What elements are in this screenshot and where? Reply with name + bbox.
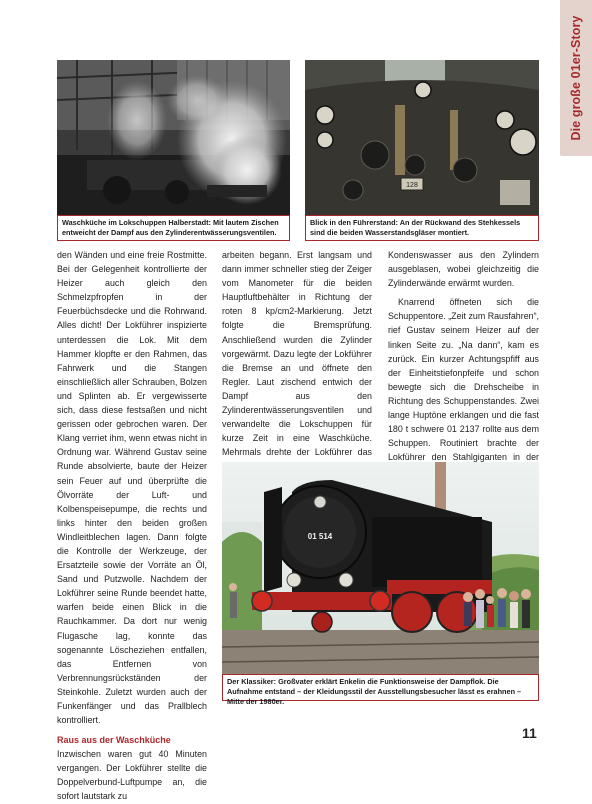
loco-number-plate: 01 514 xyxy=(307,532,333,541)
photo-wash-house xyxy=(57,60,290,215)
caption-cab: Blick in den Führerstand: An der Rückwand des Stehkessels sind die beiden Wasserstandsgläser montiert. xyxy=(305,215,539,241)
cab-image xyxy=(305,60,539,215)
caption-locomotive: Der Klassiker: Großvater erklärt Enkelin die Funktionsweise der Dampflok. Die Aufnahme entstand – der Kleidungsstil der Ausstellungsbesucher lässt es erahnen – Mitte der 1980er. xyxy=(222,674,539,701)
column-2-paragraph: arbeiten begann. Erst langsam und dann immer schneller stieg der Zeiger vom Manometer für die beiden Hauptluftbehälter in Richtung der roten 8 kp/cm2-Markierung. Jetzt folgte die Bremsprüfung. Anschließend wurden die Zylinder vorgewärmt. Dazu legte der Lokführer die Bremse an und öffnete den Regler. Laut zischend entwich der Dampf aus den Zylinderentwässerungsventilen und verwandelte die Lokschuppen für kurze Zeit in eine Waschküche. Mehrmals drehte der Lokführer das xyxy=(222,250,372,458)
wash-house-image xyxy=(57,60,290,215)
text-column-2 xyxy=(222,248,372,460)
photo-cab xyxy=(305,60,539,215)
column-1-paragraph-2: Inzwischen waren gut 40 Minuten vergangen. Der Lokführer stellte die Doppelverbund-Luftpumpe an, die sofort lautstark zu xyxy=(57,749,207,802)
column-1-paragraph: den Wänden und eine freie Rostmitte. Bei der Gelegenheit kontrollierte der Heizer auch gleich den Schmelzpfropfen in der Feuerbüchsdecke und die Rohrwand. Alles dicht! Der Lokführer inspizierte unterdessen die Lok. Mit dem Hammer klopfte er den Rahmen, das Fahrwerk und die Stangen einschließlich aller Schrauben, Bolzen und Splinten ab. Er vergewisserte sich, dass diese festsaßen und nicht gerissen oder gebrochen waren. Der Klang verriet ihm, wenn etwas nicht in Ordnung war. Während Gustav seine Runde absolvierte, baute der Heizer sein Feuer auf und überprüfte die Ölvorräte der Luft- und Kolbenspeisepumpe, die rechts und links hinter den beiden großen Windleitblechen lagen. Dann folgte die Kontrolle der Werkzeuge, der Ersatzteile sowie der Vorräte an Öl, Sand und Putzwolle. Nachdem der Lokführer seine Runde beendet hatte, warfen beide einen Blick in die Rauchkammer. Da dort nur wenig Flugasche lag, konnte das sogenannte Löscheziehen entfallen, das Entfernen von Verbrennungsrückständen der Steinkohle. Zuletzt wurden auch der Funkenfänger und das Prallblech kontrolliert. xyxy=(57,250,207,726)
caption-wash-house: Waschküche im Lokschuppen Halberstadt: Mit lautem Zischen entweicht der Dampf aus den Zylinderentwässerungsventilen. xyxy=(57,215,290,241)
column-3-paragraph-2: Knarrend öffneten sich die Schuppentore. „Zeit zum Rausfahren“, rief Gustav seinem Heizer auf der linken Seite zu. „Na dann“, kam es zurück. Ein kurzer Achtungspfiff aus der Einheitstiefonpfeife und schon bewegte sich die Drehscheibe in Richtung des Schuppenstandes. Zwei lange Huptöne erklangen und die fast 180 t schwere 01 2137 rollte aus dem Schuppen. Routiniert brachte der Lokführer den Stahlgiganten in der xyxy=(388,297,539,463)
photo-locomotive xyxy=(222,462,539,674)
locomotive-image xyxy=(222,462,539,674)
column-3-paragraph: Kondenswasser aus den Zylindern ausgeblasen, wobei gleichzeitig die Zylinderwände erwärmt wurden. xyxy=(388,250,539,289)
side-tab xyxy=(560,0,592,156)
cab-plate-text: 128 xyxy=(406,182,418,189)
section-heading: Raus aus der Waschküche xyxy=(57,735,171,746)
page-number: 11 xyxy=(522,725,537,741)
side-tab-label: Die große 01er-Story xyxy=(569,15,583,141)
text-column-3 xyxy=(388,248,539,463)
text-column-1 xyxy=(57,248,207,802)
